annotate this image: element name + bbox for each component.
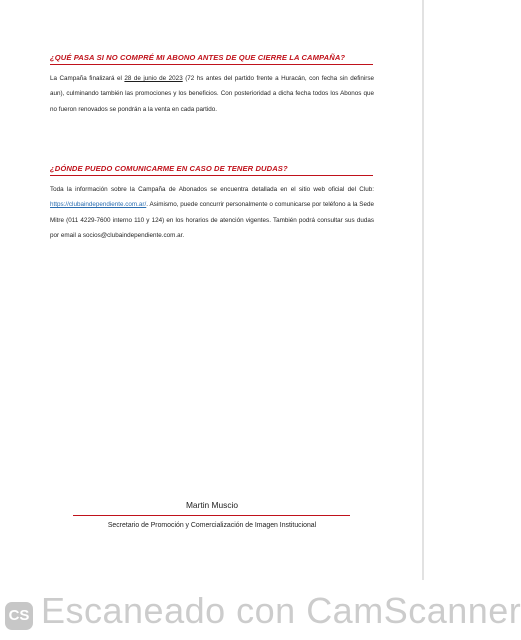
page-edge-shadow [422, 0, 424, 580]
heading-underline [50, 64, 373, 65]
camscanner-logo-icon: CS [5, 602, 33, 630]
section-paragraph [50, 182, 374, 243]
paragraph-text: Toda la información sobre la Campaña de Abonados se encuentra detallada en el sitio web oficial del Club: [50, 186, 374, 193]
signature-title: Secretario de Promoción y Comercialización de Imagen Institucional [107, 522, 317, 529]
paragraph-text: La Campaña finalizará el [50, 75, 125, 82]
club-website-link[interactable]: https://clubaindependiente.com.ar/ [50, 201, 147, 209]
signature-name: Martin Muscio [185, 500, 239, 510]
watermark-text: Escaneado con CamScanner [41, 590, 521, 631]
section-heading: ¿DÓNDE PUEDO COMUNICARME EN CASO DE TENER DUDAS? [50, 164, 288, 173]
end-date: 28 de junio de 2023 [124, 75, 183, 82]
signature-rule [73, 515, 350, 516]
faq-section-contact [50, 164, 374, 243]
paragraph-text: (72 hs antes del partido frente a Huracán, con fecha sin definirse aun), culminando también las promociones y los beneficios. Con posterioridad a dicha fecha todos los Abonos que no fueron renovados se pondrán a la venta en cada partido. [50, 75, 375, 113]
scanner-watermark [0, 588, 521, 640]
faq-section-campaign-end [50, 53, 374, 117]
section-heading: ¿QUÉ PASA SI NO COMPRÉ MI ABONO ANTES DE QUE CIERRE LA CAMPAÑA? [50, 53, 346, 62]
paragraph-text: . Asimismo, puede concurrir personalmente o comunicarse por teléfono a la Sede Mitre (011 4229-7600 interno 110 y 124) en los horarios de atención vigentes. También podrá consultar sus dudas por email a socios@clubaindependiente.com.ar. [50, 201, 374, 239]
heading-underline [50, 175, 373, 176]
section-paragraph [50, 71, 374, 117]
